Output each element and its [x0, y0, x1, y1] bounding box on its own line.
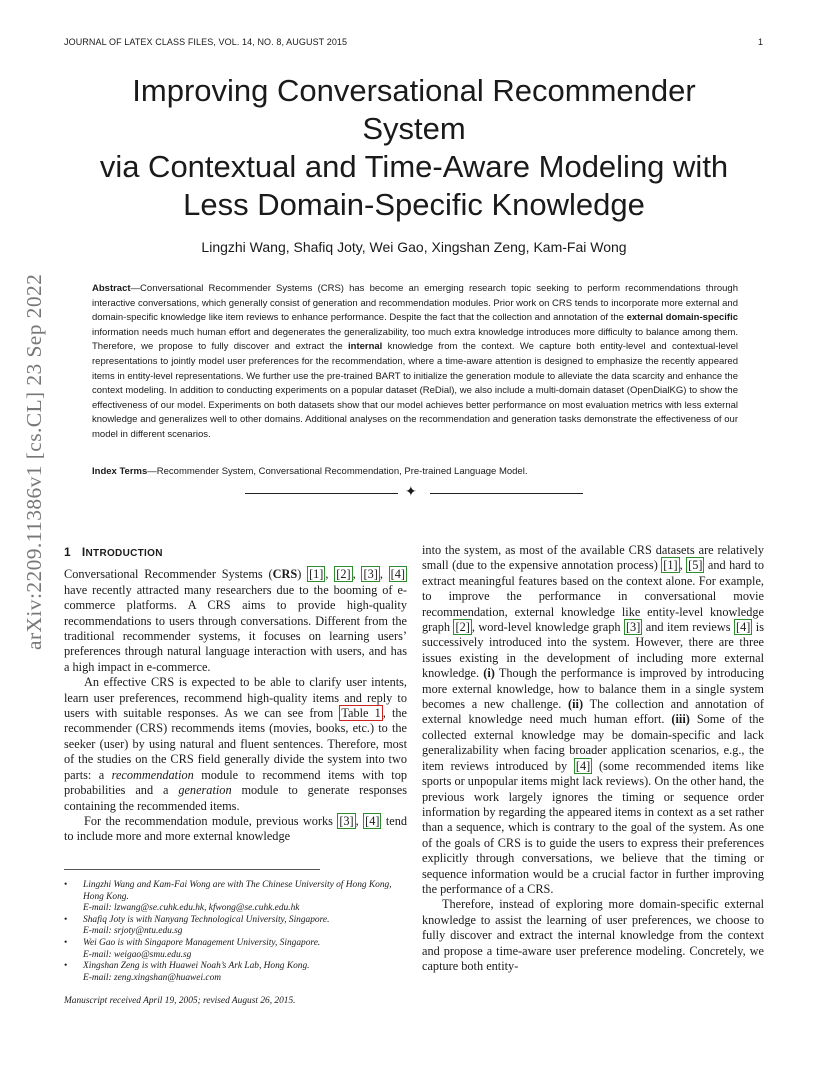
divider-left [245, 493, 398, 494]
abstract-emphasis: internal [348, 341, 383, 353]
citation-link[interactable]: [4] [736, 620, 751, 635]
citation-link[interactable]: [4] [365, 813, 380, 828]
section-title-initial: I [81, 545, 86, 559]
left-column [64, 545, 407, 845]
abstract [92, 282, 738, 443]
citation-link[interactable]: [1] [309, 567, 324, 582]
citation-link[interactable]: [3] [339, 813, 354, 828]
title-line: System [362, 111, 466, 146]
section-title-rest: NTRODUCTION [85, 548, 163, 559]
footnote-item: • Wei Gao is with Singapore Management University, Singapore. E-mail: weigao@smu.edu.sg [64, 938, 407, 961]
divider-ornament: ✦ [405, 485, 417, 500]
divider-right [430, 493, 583, 494]
citation-link[interactable]: [4] [390, 567, 406, 582]
arxiv-stamp-region [10, 273, 60, 650]
title-line: Less Domain-Specific Knowledge [183, 187, 645, 222]
right-column [422, 543, 764, 974]
footnote-rule [64, 869, 320, 870]
abstract-label: Abstract [92, 283, 131, 294]
section-heading [64, 545, 407, 561]
author-list: Lingzhi Wang, Shafiq Joty, Wei Gao, Xingshan Zeng, Kam-Fai Wong [201, 239, 627, 255]
index-terms [92, 466, 738, 477]
author-footnotes [64, 880, 407, 984]
paragraph: For the recommendation module, previous works [3] , [4] tend to include more and more external knowledge [64, 813, 407, 844]
manuscript-note: Manuscript received April 19, 2005; revised August 26, 2015. [64, 996, 296, 1006]
paragraph: Therefore, instead of exploring more domain-specific external knowledge to assist the learning of user preferences, we choose to fully discover and extract the internal knowledge from the context and propose a time-aware user preference modeling. Concretely, we capture both entity- [422, 897, 764, 973]
footnote-item: • Lingzhi Wang and Kam-Fai Wong are with The Chinese University of Hong Kong, Hong Kong. E-mail: lzwang@se.cuhk.edu.hk, kfwong@se.cuhk.edu.hk [64, 880, 407, 915]
running-header: JOURNAL OF LATEX CLASS FILES, VOL. 14, NO. 8, AUGUST 2015 [64, 37, 348, 47]
abstract-text: —Conversational Recommender Systems (CRS) has become an emerging research topic seeking to perform recommendations through interactive conversations, which generally consist of generation and recommendation modules. Prior work on CRS tends to incorporate more external and domain-specific knowledge like item reviews to enhance performance. Despite the fact that the collection and annotation of the [92, 283, 738, 324]
paragraph: An effective CRS is expected to be able to clarify user intents, learn user preferences, recommend high-quality items and reply to users with suitable responses. As we can see from Table 1 , the recommender (CRS) recommends items (movies, books, etc.) to the seeker (user) by using natural and fluent sentences. Therefore, most of the studies on the CRS field generally divide the system into two parts: a recommendation module to recommend items with top probabilities and a generation module to generate responses containing the recommended items. [64, 675, 408, 813]
paper-title [70, 72, 758, 224]
abstract-emphasis: external domain-specific [626, 312, 739, 324]
index-terms-label: Index Terms [92, 466, 148, 477]
footnote-item: • Shafiq Joty is with Nanyang Technological University, Singapore. E-mail: srjoty@ntu.edu.sg [64, 915, 407, 938]
citation-link[interactable]: [1] [663, 558, 678, 573]
abstract-text: knowledge from the context. We capture both entity-level and contextual-level representations to jointly model user preferences for the recommendation, where a time-aware attention is designed to emphasize the recently appeared items in entity-level representations. We further use the pre-trained BART to initialize the generation module to alleviate the data scarcity and enhance the context modeling. In addition to conducting experiments on a popular dataset (ReDial), we also include a multi-domain dataset (OpenDialKG) to show the effectiveness of our model. Experiments on both datasets show that our model achieves better performance on most evaluation metrics with less external knowledge and generalizes well to other domains. Additional analyses on the recommendation and generation tasks demonstrate the effectiveness of our model in different scenarios. [92, 341, 738, 440]
title-line: Improving Conversational Recommender [132, 73, 696, 108]
paragraph: into the system, as most of the available CRS datasets are relatively small (due to the expensive annotation process) [1] , [5] and hard to extract meaningful features based on the context alone. For example, to improve the performance in conversational movie recommendation, external knowledge like entity-level knowledge graph [2] , word-level knowledge graph [3] and item reviews [4] is successively introduced into the system. However, there are three issues existing in the development of including more external knowledge. (i) Though the performance is improved by introducing more external knowledge, how to balance them in a single system becomes a new challenge. (ii) The collection and annotation of external knowledge need much human effort. (iii) Some of the collected external knowledge may be domain-specific and lack generalizability when facing broader application scenarios, e.g., the item reviews introduced by [4] (some recommended items like sports or unpopular items might lack reviews). On the other hand, the previous work largely ignores the timing or sequence order information by regarding the appeared items in context as a set rather than a sequence, which is contrary to the goal of the system. As one of the goals of CRS is to guide the users to express their preferences explicitly through conversations, we believe that the timing or sequence information would be a crucial factor in further improving the performance of a CRS. [422, 543, 765, 896]
abstract-text: information needs much human effort and degenerates the generalizability, too much extra knowledge introduces more difficulty to balance among them. Therefore, we propose to fully discover and extract the [92, 326, 738, 353]
page-number: 1 [758, 37, 764, 47]
citation-link[interactable]: [3] [625, 620, 641, 635]
citation-link[interactable]: [2] [455, 620, 470, 635]
paragraph: Conversational Recommender Systems (CRS) [1] , [2] , [3] , [4] have recently attracted many researchers due to the booming of e-commerce platforms. A CRS aims to provide high-quality recommendations to users through conversations. Different from the traditional recommender systems, it focuses on learning users’ preferences through natural language interaction with users, and has a high impact in e-commerce. [64, 567, 407, 674]
table-reference-link[interactable]: Table 1 [341, 706, 381, 721]
footnote-item: • Xingshan Zeng is with Huawei Noah’s Ark Lab, Hong Kong. E-mail: zeng.xingshan@huawei.com [64, 961, 407, 984]
citation-link[interactable]: [3] [363, 567, 378, 582]
section-number: 1 [64, 545, 71, 559]
arxiv-stamp: arXiv:2209.11386v1 [cs.CL] 23 Sep 2022 [22, 273, 46, 650]
title-line: via Contextual and Time-Aware Modeling with [99, 149, 729, 184]
citation-link[interactable]: [5] [688, 558, 703, 573]
index-terms-text: —Recommender System, Conversational Recommendation, Pre-trained Language Model. [147, 466, 528, 477]
citation-link[interactable]: [2] [336, 567, 351, 582]
citation-link[interactable]: [4] [575, 758, 591, 773]
